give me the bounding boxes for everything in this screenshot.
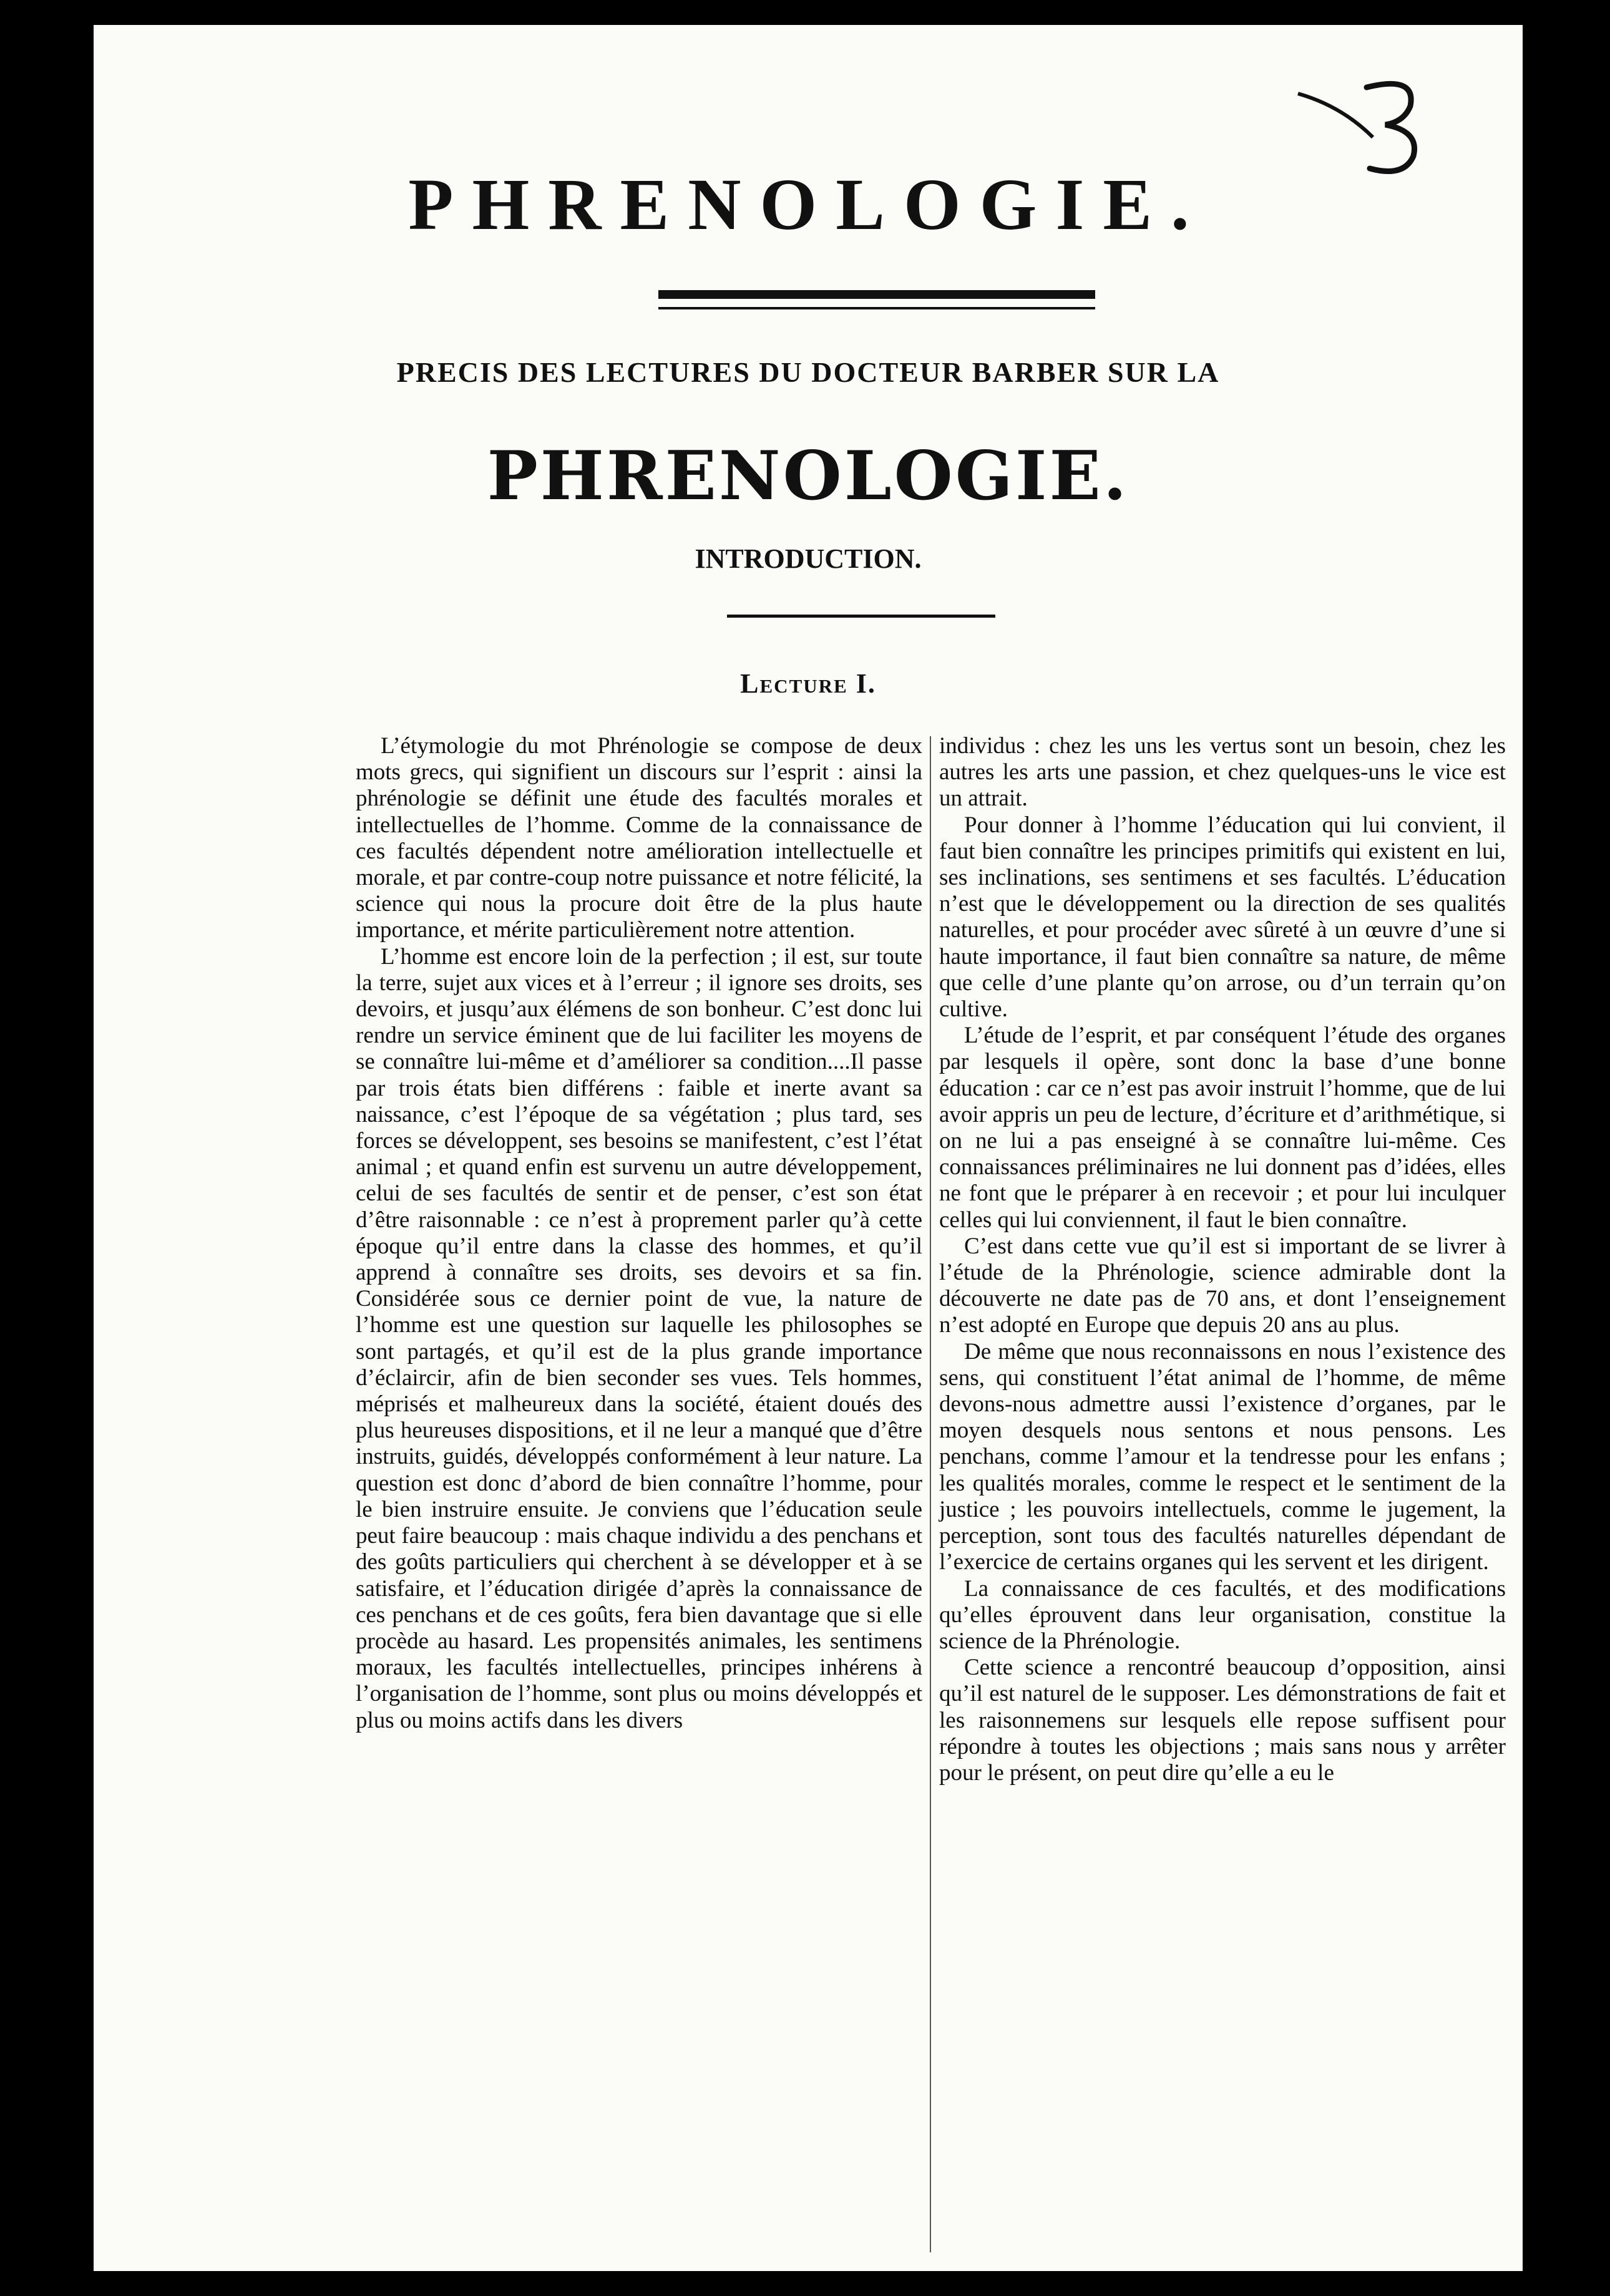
paragraph: C’est dans cette vue qu’il est si important de se livrer à l’étude de la Phrénologie, science admirable dont la découverte ne date pas de 70 ans, et dont l’enseignement n’est adopté en Europe que depuis 20 ans au plus. <box>939 1233 1506 1338</box>
subtitle: PRECIS DES LECTURES DU DOCTEUR BARBER SUR LA <box>396 356 1220 388</box>
paragraph: L’étude de l’esprit, et par conséquent l’étude des organes par lesquels il opère, sont donc la base d’une bonne éducation : car ce n’est pas avoir instruit l’homme, que de lui avoir appris un peu de lecture, d’écriture et d’arithmétique, si on ne lui a pas enseigné à se connaître lui-même. Ces connaissances préliminaires ne lui donnent pas d’idées, elles ne font que le préparer à en recevoir ; et pour lui inculquer celles qui lui conviennent, il faut le bien connaître. <box>939 1023 1506 1233</box>
left-column <box>356 733 922 1734</box>
paragraph: La connaissance de ces facultés, et des modifications qu’elles éprouvent dans leur organisation, constitue la science de la Phrénologie. <box>939 1575 1506 1654</box>
section-heading: INTRODUCTION. <box>695 543 922 574</box>
section-rule <box>727 615 995 618</box>
right-column <box>939 733 1506 1786</box>
document-page <box>94 25 1523 2271</box>
paragraph: Pour donner à l’homme l’éducation qui lui convient, il faut bien connaître les principes primitifs qui existent en lui, ses inclinations, ses sentimens et ses facultés. L’éducation n’est que le développement ou la direction de ses qualités naturelles, et pour procéder avec sûreté à un œuvre d’une si haute importance, il faut bien connaître sa nature, de même que celle d’une plante qu’on arrose, ou d’un terrain qu’on cultive. <box>939 812 1506 1023</box>
title-rule-thick <box>658 290 1095 299</box>
paragraph: Cette science a rencontré beaucoup d’opposition, ainsi qu’il est naturel de le supposer. Les démonstrations de fait et les raisonnemens sur lesquels elle repose suffisent pour répondre à toutes les objections ; mais sans nous y arrêter pour le présent, on peut dire qu’elle a eu le <box>939 1655 1506 1786</box>
page-title: PHRENOLOGIE. <box>408 163 1208 245</box>
paragraph: L’homme est encore loin de la perfection ; il est, sur toute la terre, sujet aux vices et à l’erreur ; il ignore ses droits, ses devoirs, et jusqu’aux élémens de son bonheur. C’est donc lui rendre un service éminent que de lui faciliter les moyens de se connaître lui-même et d’améliorer sa condition....Il passe par trois états bien différens : faible et inerte avant sa naissance, c’est l’époque de sa végétation ; plus tard, ses forces se développent, ses besoins se manifestent, c’est l’état animal ; et quand enfin est survenu un autre développement, celui de ses facultés de sentir et de penser, c’est son état d’être raisonnable : ce n’est à proprement parler qu’à cette époque qu’il entre dans la classe des hommes, et qu’il apprend à connaître ses droits, ses devoirs et sa fin. Considérée sous ce dernier point de vue, la nature de l’homme est une question sur laquelle les philosophes se sont partagés, et qu’il est de la plus grande importance d’éclaircir, afin de bien seconder ses vues. Tels hommes, méprisés et malheureux dans la société, étaient doués des plus heureuses dispositions, et il ne leur a manqué que d’être instruits, guidés, développés conformément à leur nature. La question est donc d’abord de bien connaître l’homme, pour le bien instruire ensuite. Je conviens que l’éducation seule peut faire beaucoup : mais chaque individu a des penchans et des goûts particuliers qui cherchent à se développer et à se satisfaire, et l’éducation dirigée d’après la connaissance de ces penchans et de ces goûts, fera bien davantage que si elle procède au hasard. Les propensités animales, les sentimens moraux, les facultés intellectuelles, principes inhérens à l’organisation de l’homme, sont plus ou moins développés et plus ou moins actifs dans les divers <box>356 943 922 1733</box>
secondary-title: PHRENOLOGIE. <box>487 437 1129 515</box>
paragraph: De même que nous reconnaissons en nous l’existence des sens, qui constituent l’état animal de l’homme, de même devons-nous admettre aussi l’existence d’organes, par le moyen desquels nous sentons et nous pensons. Les penchans, comme l’amour et la tendresse pour les enfans ; les qualités morales, comme le respect et le sentiment de la justice ; les pouvoirs intellectuels, comme le jugement, la perception, sont tous des facultés naturelles dépendant de l’exercice de certains organes qui les servent et les dirigent. <box>939 1338 1506 1575</box>
paragraph: L’étymologie du mot Phrénologie se compose de deux mots grecs, qui signifient un discours sur l’esprit : ainsi la phrénologie se définit une étude des facultés morales et intellectuelles de l’homme. Comme de la connaissance de ces facultés dépendent notre amélioration intellectuelle et morale, et par contre-coup notre puissance et notre félicité, la science qui nous la procure doit être de la plus haute importance, et mérite particulièrement notre attention. <box>356 733 922 943</box>
lecture-heading: Lecture I. <box>740 668 876 699</box>
paragraph: individus : chez les uns les vertus sont un besoin, chez les autres les arts une passion, et chez quelques-uns le vice est un attrait. <box>939 733 1506 812</box>
title-rule-thin <box>658 307 1095 309</box>
column-divider <box>930 736 931 2252</box>
